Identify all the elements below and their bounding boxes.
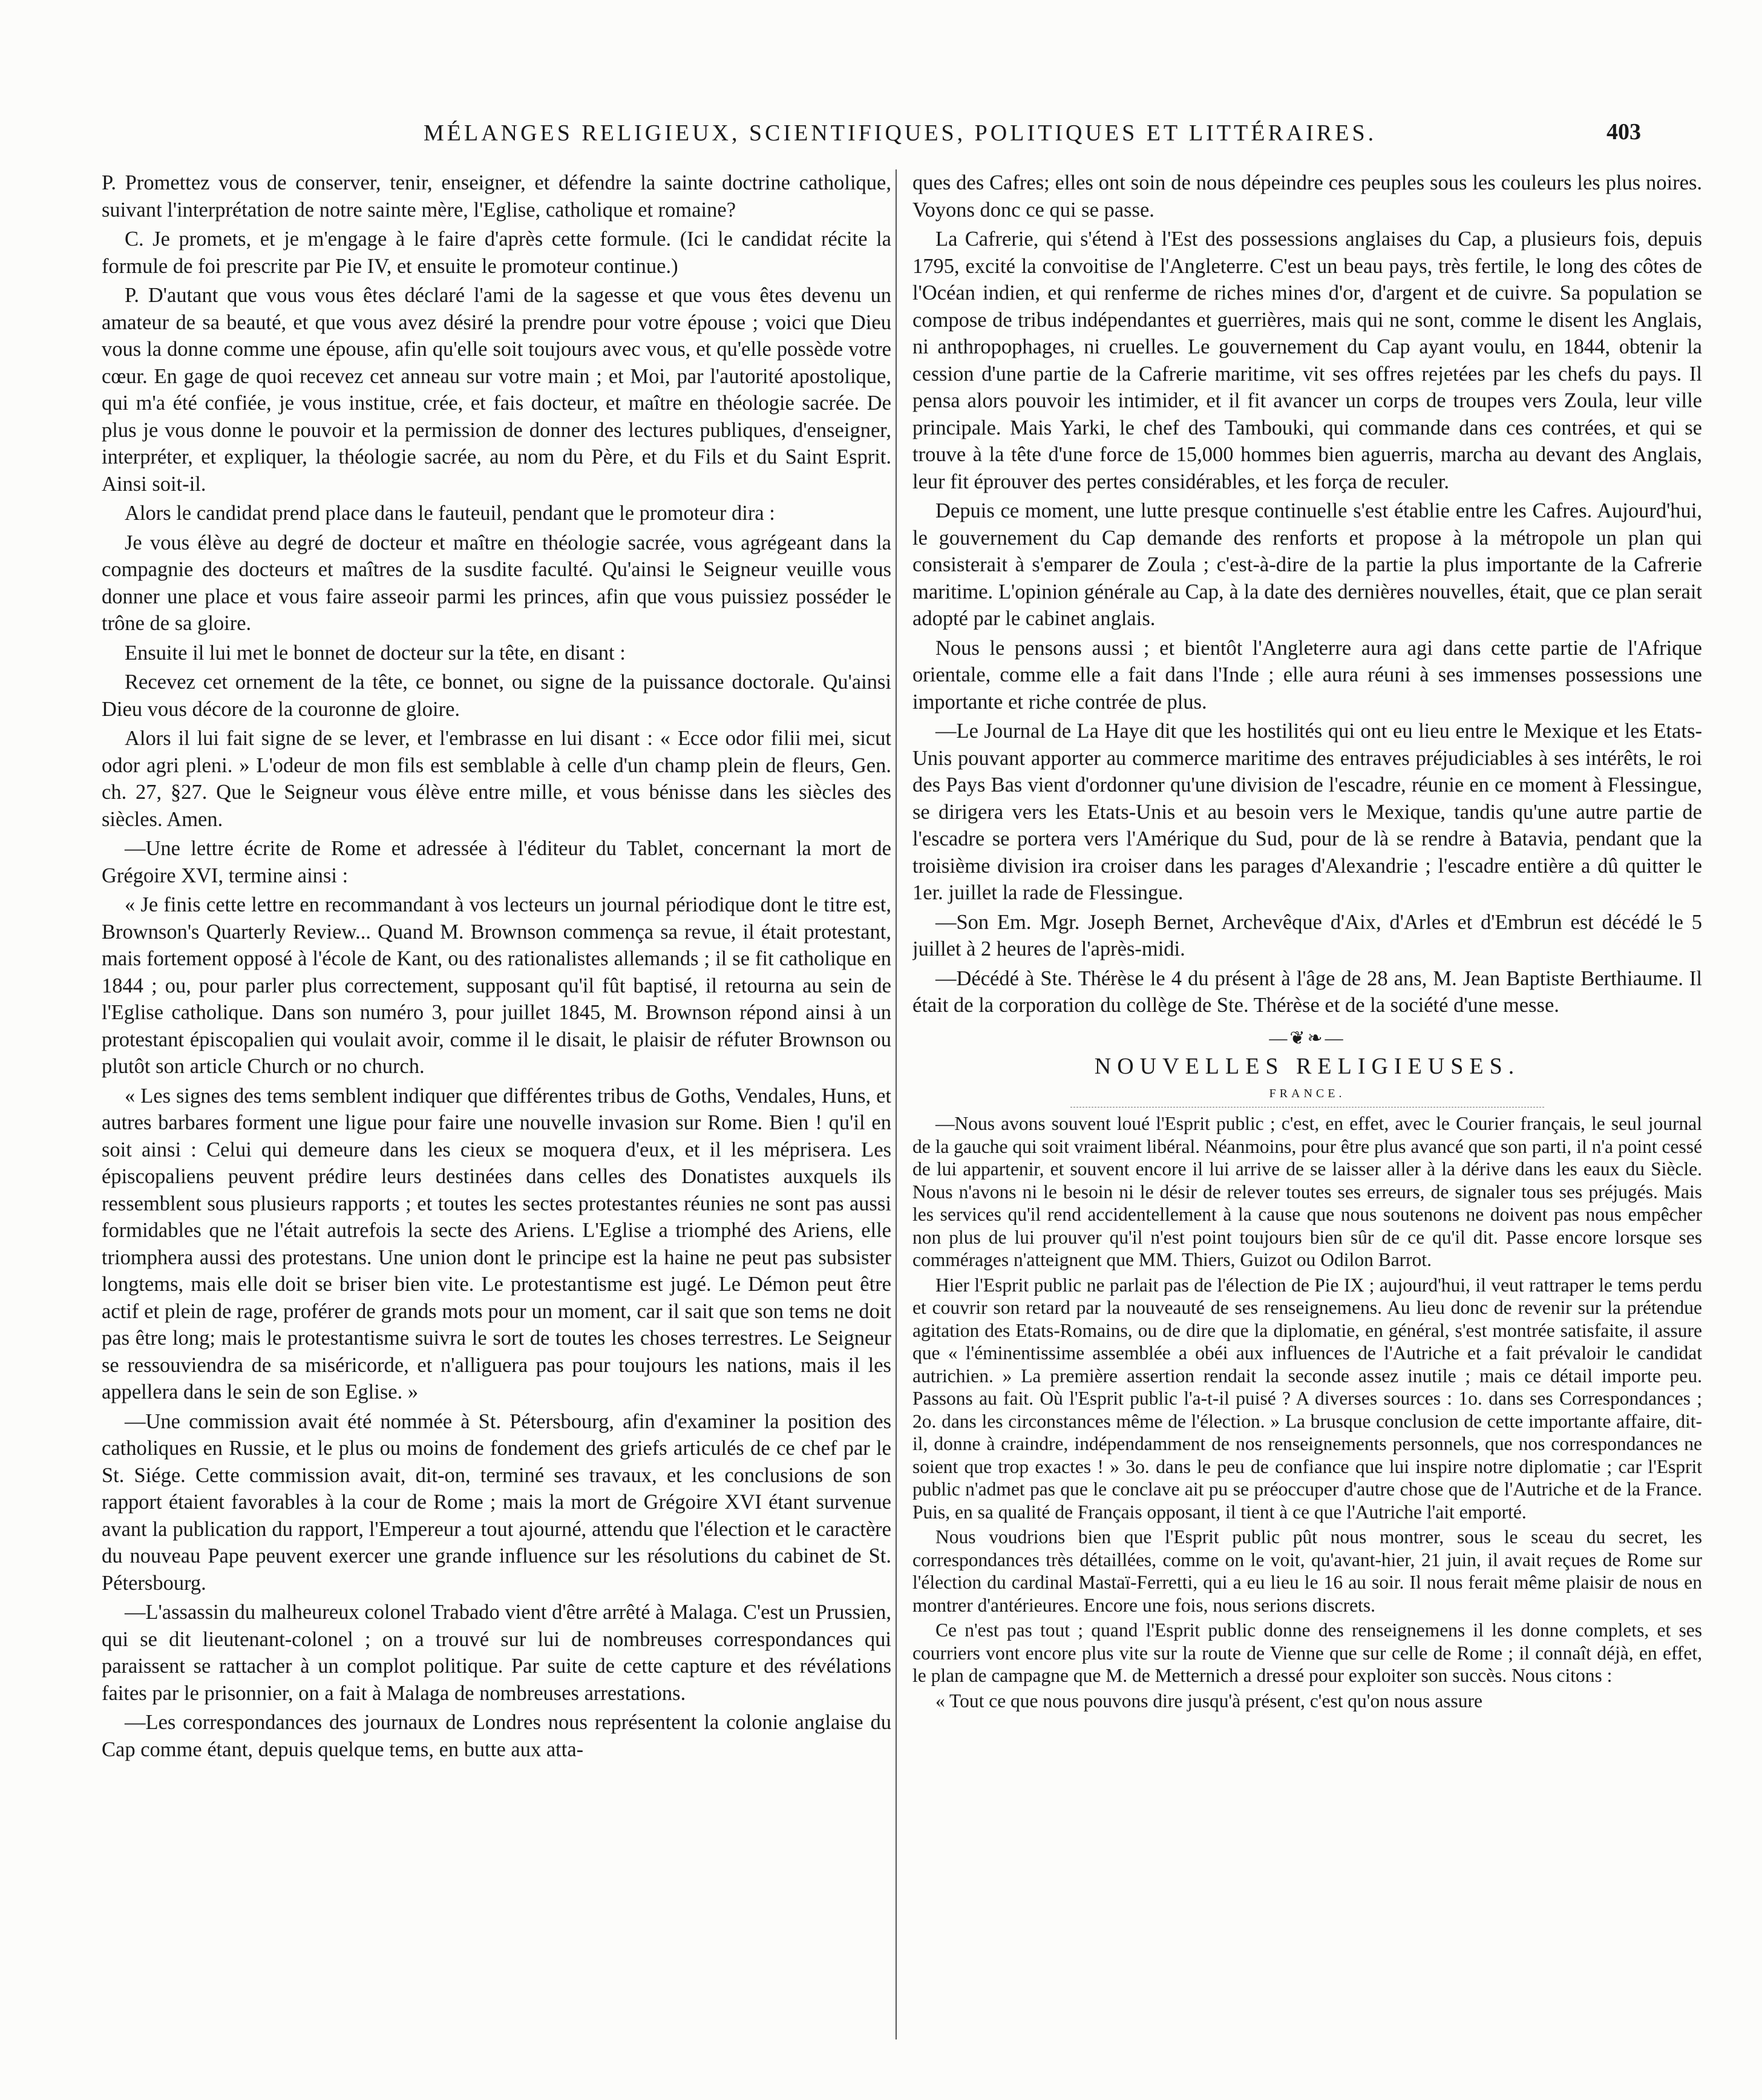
paragraph: —L'assassin du malheureux colonel Trabado vient d'être arrêté à Malaga. C'est un Prussien, qui se dit lieutenant-colonel ; on a trouvé sur lui de nombreuses correspondances qui paraissent se rattacher à un complot politique. Par suite de cette capture et des révélations faites par le prisonnier, on a fait à Malaga de nombreuses arrestations.	[102, 1601, 891, 1705]
page-header	[0, 120, 1762, 156]
paragraph: —Les correspondances des journaux de Londres nous représentent la colonie anglaise du Cap comme étant, depuis quelque tems, en butte aux atta-	[102, 1711, 891, 1761]
paragraph: —Une commission avait été nommée à St. Pétersbourg, afin d'examiner la position des catholiques en Russie, et le plus ou moins de fondement des griefs articulés de ce chef par le St. Siége. Cette commission avait, dit-on, terminé ses travaux, et les conclusions de son rapport étaient favorables à la cour de Rome ; mais la mort de Grégoire XVI étant survenue avant la publication du rapport, l'Empereur a tout ajourné, attendu que l'élection et le caractère du nouveau Pape peuvent exercer une grande influence sur les résolutions du cabinet de St. Pétersbourg.	[102, 1409, 891, 1595]
paragraph: « Les signes des tems semblent indiquer que différentes tribus de Goths, Vendales, Huns, et autres barbares forment une ligue pour faire une nouvelle invasion sur Rome. Bien ! qu'il en soit ainsi : Celui qui demeure dans les cieux se moquera d'eux, et il les méprisera. Les épiscopaliens peuvent prédire leurs destinées dans celles des Donatistes auxquels ils ressemblent sous plusieurs rapports ; et toutes les sectes protestantes réunies ne sont pas aussi formidables que ne l'était autrefois la secte des Ariens. L'Eglise a triomphé des Ariens, elle triomphera aussi des protestans. Une union dont le principe est la haine ne peut pas subsister longtems, mais elle doit se briser bien vite. Le protestantisme est jugé. Le Démon peut être actif et plein de rage, proférer de grands mots pour un moment, car il sait que son tems ne doit pas être long; mais le protestantisme suivra le sort de toutes les choses terrestres. Le Seigneur se ressouviendra de sa miséricorde, et n'alliguera pas pour toujours les nations, mais il les appellera dans le sein de son Eglise. »	[102, 1084, 891, 1403]
paragraph: « Tout ce que nous pouvons dire jusqu'à présent, c'est qu'on nous assure	[935, 1690, 1482, 1711]
paragraph: Hier l'Esprit public ne parlait pas de l'élection de Pie IX ; aujourd'hui, il veut rattraper le tems perdu et couvrir son retard par la nouveauté de ses renseignemens. Au lieu donc de revenir sur la prétendue agitation des Etats-Romains, ou de dire que la diplomatie, en général, s'est montrée satisfaite, il assure que « l'éminentissime assemblée a obéi aux influences de l'Autriche et a fait prévaloir le candidat autrichien. » La première assertion rendait la seconde assez inutile ; mais ce détail importe peu. Passons au fait. Où l'Esprit public l'a-t-il puisé ? A diverses sources : 1o. dans ses Correspondances ; 2o. dans les circonstances même de l'élection. » La brusque conclusion de cette importante affaire, dit-il, donne à craindre, indépendamment de nos renseignements personnels, que nos correspondances ne soient que trop exactes ! » 3o. dans le peu de confiance que lui inspire notre diplomatie ; car l'Esprit public n'admet pas que le conclave ait pu se préoccuper d'autre chose que de l'Autriche et de la France. Puis, en sa qualité de Français opposant, il tient à ce que l'Autriche l'ait emporté.	[912, 1274, 1702, 1523]
paragraph: ques des Cafres; elles ont soin de nous dépeindre ces peuples sous les couleurs les plus noires. Voyons donc ce qui se passe.	[912, 171, 1702, 221]
paragraph: —Son Em. Mgr. Joseph Bernet, Archevêque d'Aix, d'Arles et d'Embrun est décédé le 5 juillet à 2 heures de l'après-midi.	[912, 910, 1702, 960]
running-title: MÉLANGES RELIGIEUX, SCIENTIFIQUES, POLITIQUES ET LITTÉRAIRES.	[424, 120, 1377, 146]
religious-news	[912, 1112, 1702, 1712]
right-column	[912, 169, 1702, 2064]
column-divider	[896, 169, 897, 2039]
paragraph: P. D'autant que vous vous êtes déclaré l'ami de la sagesse et que vous êtes devenu un amateur de sa beauté, et que vous avez désiré la prendre pour votre épouse ; voici que Dieu vous la donne comme une épouse, afin qu'elle soit toujours avec vous, et qu'elle possède votre cœur. En gage de quoi recevez cet anneau sur votre main ; et Moi, par l'autorité apostolique, qui m'a été confiée, je vous institue, crée, et fais docteur, et maître en théologie sacrée. De plus je vous donne le pouvoir et la permission de donner des lectures publiques, d'enseigner, interpréter, et expliquer, la théologie sacrée, au nom du Père, et du Fils et du Saint Esprit. Ainsi soit-il.	[102, 284, 891, 496]
paragraph: Ce n'est pas tout ; quand l'Esprit public donne des renseignemens il les donne complets, et ses courriers vont encore plus vite sur la route de Vienne que sur celle de Rome ; il connaît déjà, en effet, le plan de campagne que M. de Metternich a dressé pour exploiter son succès. Nous citons :	[912, 1619, 1702, 1686]
paragraph: Nous le pensons aussi ; et bientôt l'Angleterre aura agi dans cette partie de l'Afrique orientale, comme elle a fait dans l'Inde ; elle aura réuni à ses immenses possessions une importante et riche contrée de plus.	[912, 636, 1702, 714]
paragraph: P. Promettez vous de conserver, tenir, enseigner, et défendre la sainte doctrine catholique, suivant l'interprétation de notre sainte mère, l'Eglise, catholique et romaine?	[102, 171, 891, 221]
paragraph: La Cafrerie, qui s'étend à l'Est des possessions anglaises du Cap, a plusieurs fois, depuis 1795, excité la convoitise de l'Angleterre. C'est un beau pays, très fertile, le long des côtes de l'Océan indien, et qui renferme de riches mines d'or, d'argent et de cuivre. Sa population se compose de tribus indépendantes et guerrières, mais qui ne sont, comme le disent les Anglais, ni anthropophages, ni cruelles. Le gouvernement du Cap ayant voulu, en 1844, obtenir la cession d'une partie de la Cafrerie maritime, vit ses offres rejetées par les chefs du pays. Il pensa alors pouvoir les intimider, et il fit avancer un corps de troupes vers Zoula, leur ville principale. Mais Yarki, le chef des Tambouki, qui commande dans ces contrées, et qui se trouve à la tête d'une force de 15,000 hommes bien aguerris, marcha au devant des Anglais, leur fit éprouver des pertes considérables, et les força de reculer.	[912, 228, 1702, 493]
paragraph: Je vous élève au degré de docteur et maître en théologie sacrée, vous agrégeant dans la compagnie des docteurs et maîtres de la susdite faculté. Qu'ainsi le Seigneur veuille vous donner une place et vous faire asseoir parmi les princes, afin que vous puissiez posséder le trône de sa gloire.	[102, 531, 891, 635]
paragraph: —Le Journal de La Haye dit que les hostilités qui ont eu lieu entre le Mexique et les Etats-Unis pouvant apporter au commerce maritime des entraves préjudiciables à ses intérêts, le roi des Pays Bas vient d'ordonner qu'une division de l'escadre, réunie en ce moment à Flessingue, se dirigera vers les Etats-Unis et au besoin vers le Mexique, tandis qu'une autre partie de l'escadre se portera vers l'Amérique du Sud, pour de là se rendre à Batavia, pendant que la troisième division ira croiser dans les parages d'Alexandrie ; l'escadre entière a dû quitter le 1er. juillet la rade de Flessingue.	[912, 720, 1702, 904]
section-title: NOUVELLES RELIGIEUSES.	[1094, 1054, 1521, 1079]
paragraph: Alors le candidat prend place dans le fauteuil, pendant que le promoteur dira :	[125, 502, 775, 525]
paragraph: Recevez cet ornement de la tête, ce bonnet, ou signe de la puissance doctorale. Qu'ainsi Dieu vous décore de la couronne de gloire.	[102, 671, 891, 721]
paragraph: Alors il lui fait signe de se lever, et l'embrasse en lui disant : « Ecce odor filii mei, sicut odor agri pleni. » L'odeur de mon fils est semblable à celle d'un champ plein de fleurs, Gen. ch. 27, §27. Que le Seigneur vous élève entre mille, et vous bénisse dans les siècles des siècles. Amen.	[102, 727, 891, 831]
paragraph: —Nous avons souvent loué l'Esprit public ; c'est, en effet, avec le Courier français, le seul journal de la gauche qui soit vraiment libéral. Néanmoins, pour être plus avancé que son parti, il n'a point cessé de lui appartenir, et souvent encore il lui arrive de se laisser aller à la dérive dans les eaux du Siècle. Nous n'avons ni le besoin ni le désir de relever toutes ses erreurs, de signaler tous ses préjugés. Mais les services qu'il rend accidentellement à la cause que nous soutenons ne doivent pas nous empêcher non plus de lui prouver qu'il n'est point toujours bien sûr de ce qu'il dit. Passe encore lorsque ses commérages n'atteignent que MM. Thiers, Guizot ou Odilon Barrot.	[912, 1113, 1702, 1270]
paragraph: Ensuite il lui met le bonnet de docteur sur la tête, en disant :	[125, 641, 626, 664]
ornament-divider: —❦❧—	[1269, 1028, 1346, 1048]
paragraph: —Une lettre écrite de Rome et adressée à l'éditeur du Tablet, concernant la mort de Grégoire XVI, termine ainsi :	[102, 837, 891, 887]
paragraph: C. Je promets, et je m'engage à le faire d'après cette formule. (Ici le candidat récite la formule de foi prescrite par Pie IV, et ensuite le promoteur continue.)	[102, 228, 891, 278]
left-column	[102, 169, 891, 2064]
page-number: 403	[1606, 119, 1641, 145]
section-subtitle: FRANCE.	[1070, 1080, 1544, 1108]
paragraph: Nous voudrions bien que l'Esprit public pût nous montrer, sous le sceau du secret, les correspondances très détaillées, comme on le voit, qu'avant-hier, 21 juin, il avait reçues de Rome sur l'élection du cardinal Mastaï-Ferretti, qui a eu lieu le 16 au soir. Il nous ferait même plaisir de nous en montrer d'antérieures. Encore une fois, nous serions discrets.	[912, 1526, 1702, 1616]
paragraph: « Je finis cette lettre en recommandant à vos lecteurs un journal périodique dont le titre est, Brownson's Quarterly Review... Quand M. Brownson commença sa revue, il était protestant, mais fortement opposé à l'école de Kant, ou des rationalistes allemands ; il se fit catholique en 1844 ; ou, pour parler plus correctement, supposant qu'il fût baptisé, il retourna au sein de l'Eglise catholique. Dans son numéro 3, pour juillet 1845, M. Brownson répond ainsi à un protestant épiscopalien qui voulait avoir, comme il le disait, le plaisir de réfuter Brownson ou plutôt son article Church or no church.	[102, 893, 891, 1078]
paragraph: Depuis ce moment, une lutte presque continuelle s'est établie entre les Cafres. Aujourd'hui, le gouvernement du Cap demande des renforts et propose à la métropole un plan qui consisterait à s'emparer de Zoula ; c'est-à-dire de la partie la plus importante de la Cafrerie maritime. L'opinion générale au Cap, à la date des dernières nouvelles, était, que ce plan serait adopté par le cabinet anglais.	[912, 499, 1702, 630]
paragraph: —Décédé à Ste. Thérèse le 4 du présent à l'âge de 28 ans, M. Jean Baptiste Berthiaume. Il était de la corporation du collège de Ste. Thérèse et de la société d'une messe.	[912, 966, 1702, 1017]
